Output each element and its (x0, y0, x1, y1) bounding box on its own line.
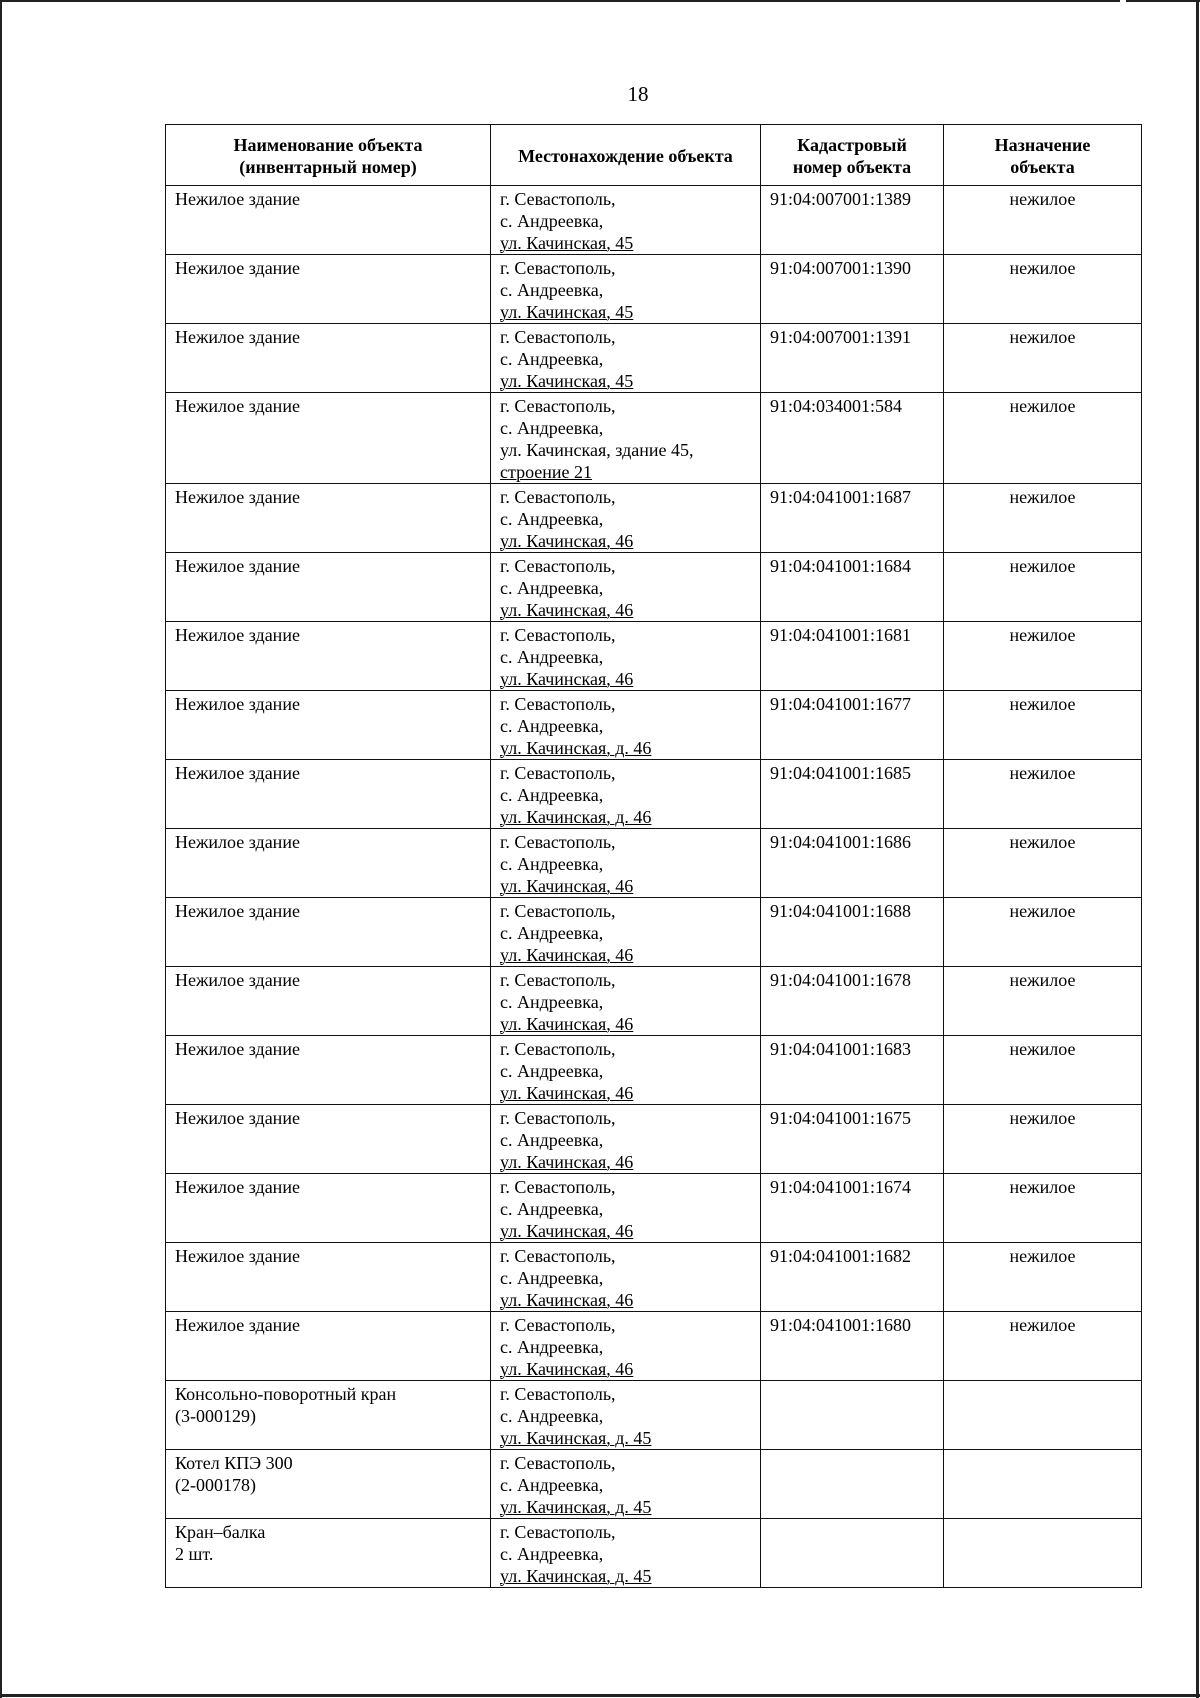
address-line: г. Севастополь, (500, 327, 616, 347)
object-location-cell (491, 760, 761, 829)
table-row (166, 1450, 1142, 1519)
object-location-cell (491, 1174, 761, 1243)
object-name-line: (2-000178) (175, 1475, 256, 1495)
address-line: ул. Качинская, 46 (500, 600, 634, 620)
object-name-line: Нежилое здание (175, 1315, 300, 1335)
object-name-cell (166, 1105, 491, 1174)
address-line: г. Севастополь, (500, 1522, 616, 1542)
address-line: с. Андреевка, (500, 785, 604, 805)
address-line: с. Андреевка, (500, 1061, 604, 1081)
object-name-cell (166, 1381, 491, 1450)
table-row (166, 1174, 1142, 1243)
address-line: ул. Качинская, д. 45 (500, 1566, 652, 1586)
purpose-cell: нежилое (944, 760, 1142, 829)
object-name-cell (166, 393, 491, 484)
purpose-cell: нежилое (944, 324, 1142, 393)
header-cadastral (761, 125, 944, 186)
purpose-cell (944, 1519, 1142, 1588)
table-row (166, 553, 1142, 622)
object-name-line: Нежилое здание (175, 763, 300, 783)
cadastral-number-cell: 91:04:007001:1390 (761, 255, 944, 324)
object-location-cell (491, 1036, 761, 1105)
object-location-cell (491, 393, 761, 484)
address-line: ул. Качинская, 46 (500, 945, 634, 965)
scan-frame-bottom (0, 1694, 1200, 1697)
object-location-cell (491, 898, 761, 967)
cadastral-number-cell: 91:04:041001:1688 (761, 898, 944, 967)
address-line: г. Севастополь, (500, 1315, 616, 1335)
object-name-line: Нежилое здание (175, 1246, 300, 1266)
address-line: г. Севастополь, (500, 1039, 616, 1059)
object-location-cell (491, 1243, 761, 1312)
address-line: с. Андреевка, (500, 1268, 604, 1288)
object-location-cell (491, 1312, 761, 1381)
address-line: с. Андреевка, (500, 647, 604, 667)
object-location-cell (491, 622, 761, 691)
object-name-line: Нежилое здание (175, 1039, 300, 1059)
cadastral-number-cell (761, 1381, 944, 1450)
header-object-name (166, 125, 491, 186)
object-name-cell (166, 898, 491, 967)
table-row (166, 760, 1142, 829)
table-row (166, 898, 1142, 967)
table-row (166, 691, 1142, 760)
cadastral-number-cell: 91:04:041001:1674 (761, 1174, 944, 1243)
object-name-line: Нежилое здание (175, 189, 300, 209)
purpose-cell: нежилое (944, 255, 1142, 324)
object-name-cell (166, 760, 491, 829)
purpose-cell: нежилое (944, 1243, 1142, 1312)
purpose-cell: нежилое (944, 186, 1142, 255)
object-name-line: 2 шт. (175, 1544, 214, 1564)
purpose-cell: нежилое (944, 484, 1142, 553)
object-name-cell (166, 1174, 491, 1243)
purpose-cell: нежилое (944, 691, 1142, 760)
table-row (166, 393, 1142, 484)
address-line: ул. Качинская, 46 (500, 1290, 634, 1310)
address-line: с. Андреевка, (500, 578, 604, 598)
address-line: ул. Качинская, 46 (500, 1221, 634, 1241)
table-row (166, 967, 1142, 1036)
object-name-cell (166, 324, 491, 393)
cadastral-number-cell (761, 1519, 944, 1588)
object-name-line: Нежилое здание (175, 1108, 300, 1128)
address-line: с. Андреевка, (500, 1199, 604, 1219)
object-location-cell (491, 967, 761, 1036)
address-line: с. Андреевка, (500, 992, 604, 1012)
address-line: ул. Качинская, д. 46 (500, 738, 652, 758)
address-line: г. Севастополь, (500, 1108, 616, 1128)
address-line: ул. Качинская, 46 (500, 1014, 634, 1034)
address-line: ул. Качинская, 46 (500, 1359, 634, 1379)
object-name-cell (166, 691, 491, 760)
object-location-cell (491, 186, 761, 255)
table-header-row (166, 125, 1142, 186)
header-object-name-line-2: (инвентарный номер) (239, 157, 417, 177)
object-location-cell (491, 691, 761, 760)
address-line: ул. Качинская, 46 (500, 669, 634, 689)
address-line: ул. Качинская, 46 (500, 531, 634, 551)
scan-frame-right (1196, 0, 1199, 1698)
table-row (166, 1243, 1142, 1312)
cadastral-number-cell: 91:04:041001:1675 (761, 1105, 944, 1174)
object-name-line: Нежилое здание (175, 258, 300, 278)
purpose-cell: нежилое (944, 1105, 1142, 1174)
address-line: г. Севастополь, (500, 1177, 616, 1197)
purpose-cell: нежилое (944, 1174, 1142, 1243)
table-row (166, 324, 1142, 393)
address-line: г. Севастополь, (500, 189, 616, 209)
object-location-cell (491, 1519, 761, 1588)
address-line: г. Севастополь, (500, 625, 616, 645)
address-line: г. Севастополь, (500, 396, 616, 416)
address-line: с. Андреевка, (500, 854, 604, 874)
cadastral-number-cell: 91:04:034001:584 (761, 393, 944, 484)
table-row (166, 1381, 1142, 1450)
address-line: с. Андреевка, (500, 509, 604, 529)
table-row (166, 622, 1142, 691)
cadastral-number-cell: 91:04:041001:1685 (761, 760, 944, 829)
object-location-cell (491, 324, 761, 393)
table-row (166, 484, 1142, 553)
cadastral-number-cell: 91:04:007001:1389 (761, 186, 944, 255)
address-line: с. Андреевка, (500, 1406, 604, 1426)
object-name-line: Нежилое здание (175, 396, 300, 416)
table-row (166, 829, 1142, 898)
object-name-cell (166, 255, 491, 324)
address-line: ул. Качинская, 46 (500, 1152, 634, 1172)
object-name-line: Нежилое здание (175, 970, 300, 990)
address-line: г. Севастополь, (500, 487, 616, 507)
address-line: г. Севастополь, (500, 258, 616, 278)
address-line: с. Андреевка, (500, 923, 604, 943)
scan-frame-top-right (1126, 0, 1200, 2)
cadastral-number-cell: 91:04:041001:1686 (761, 829, 944, 898)
cadastral-number-cell: 91:04:007001:1391 (761, 324, 944, 393)
address-line: г. Севастополь, (500, 556, 616, 576)
address-line: с. Андреевка, (500, 418, 604, 438)
cadastral-number-cell: 91:04:041001:1683 (761, 1036, 944, 1105)
object-name-line: Котел КПЭ 300 (175, 1453, 293, 1473)
object-name-cell (166, 1036, 491, 1105)
object-name-line: Нежилое здание (175, 327, 300, 347)
address-line: с. Андреевка, (500, 1475, 604, 1495)
cadastral-number-cell: 91:04:041001:1681 (761, 622, 944, 691)
address-line: с. Андреевка, (500, 716, 604, 736)
object-name-line: Нежилое здание (175, 556, 300, 576)
address-line: ул. Качинская, д. 46 (500, 807, 652, 827)
header-purpose (944, 125, 1142, 186)
address-line: с. Андреевка, (500, 211, 604, 231)
scan-frame-left (0, 0, 2, 1698)
address-line: строение 21 (500, 462, 593, 482)
address-line: г. Севастополь, (500, 1384, 616, 1404)
header-object-name-line-1: Наименование объекта (233, 135, 423, 155)
address-line: ул. Качинская, здание 45, (500, 440, 694, 460)
object-name-line: Нежилое здание (175, 694, 300, 714)
header-cadastral-line-1: Кадастровый (797, 135, 907, 155)
address-line: г. Севастополь, (500, 1246, 616, 1266)
object-name-line: Нежилое здание (175, 832, 300, 852)
address-line: г. Севастополь, (500, 763, 616, 783)
purpose-cell (944, 1381, 1142, 1450)
address-line: г. Севастополь, (500, 694, 616, 714)
object-name-cell (166, 967, 491, 1036)
purpose-cell: нежилое (944, 393, 1142, 484)
table-row (166, 1105, 1142, 1174)
object-name-cell (166, 1312, 491, 1381)
object-name-line: Нежилое здание (175, 901, 300, 921)
purpose-cell: нежилое (944, 1036, 1142, 1105)
address-line: ул. Качинская, 46 (500, 1083, 634, 1103)
cadastral-number-cell: 91:04:041001:1677 (761, 691, 944, 760)
address-line: с. Андреевка, (500, 349, 604, 369)
property-register-table (165, 124, 1142, 1588)
cadastral-number-cell: 91:04:041001:1682 (761, 1243, 944, 1312)
header-location: Местонахождение объекта (491, 125, 761, 186)
address-line: ул. Качинская, 45 (500, 302, 634, 322)
purpose-cell: нежилое (944, 1312, 1142, 1381)
object-name-cell (166, 186, 491, 255)
object-name-cell (166, 1450, 491, 1519)
object-name-cell (166, 1519, 491, 1588)
cadastral-number-cell (761, 1450, 944, 1519)
page-number: 18 (627, 82, 649, 106)
header-purpose-line-2: объекта (1010, 157, 1075, 177)
table-row (166, 255, 1142, 324)
address-line: ул. Качинская, д. 45 (500, 1428, 652, 1448)
object-name-line: Кран–балка (175, 1522, 266, 1542)
purpose-cell: нежилое (944, 553, 1142, 622)
address-line: с. Андреевка, (500, 1544, 604, 1564)
cadastral-number-cell: 91:04:041001:1684 (761, 553, 944, 622)
address-line: ул. Качинская, 45 (500, 371, 634, 391)
object-name-line: Консольно-поворотный кран (175, 1384, 397, 1404)
object-name-cell (166, 484, 491, 553)
address-line: ул. Качинская, 46 (500, 876, 634, 896)
table-row (166, 186, 1142, 255)
object-name-cell (166, 829, 491, 898)
purpose-cell: нежилое (944, 622, 1142, 691)
address-line: г. Севастополь, (500, 901, 616, 921)
object-location-cell (491, 553, 761, 622)
object-location-cell (491, 255, 761, 324)
address-line: г. Севастополь, (500, 1453, 616, 1473)
object-name-line: Нежилое здание (175, 1177, 300, 1197)
scan-frame-top (0, 0, 1120, 2)
object-location-cell (491, 829, 761, 898)
address-line: с. Андреевка, (500, 1337, 604, 1357)
header-purpose-line-1: Назначение (994, 135, 1091, 155)
purpose-cell: нежилое (944, 898, 1142, 967)
object-name-line: Нежилое здание (175, 625, 300, 645)
object-location-cell (491, 484, 761, 553)
cadastral-number-cell: 91:04:041001:1687 (761, 484, 944, 553)
address-line: г. Севастополь, (500, 970, 616, 990)
purpose-cell: нежилое (944, 967, 1142, 1036)
object-location-cell (491, 1381, 761, 1450)
table-row (166, 1312, 1142, 1381)
object-name-cell (166, 1243, 491, 1312)
object-location-cell (491, 1450, 761, 1519)
object-name-line: (3-000129) (175, 1406, 256, 1426)
object-name-line: Нежилое здание (175, 487, 300, 507)
address-line: с. Андреевка, (500, 280, 604, 300)
table-row (166, 1036, 1142, 1105)
header-cadastral-line-2: номер объекта (792, 157, 912, 177)
address-line: с. Андреевка, (500, 1130, 604, 1150)
address-line: ул. Качинская, д. 45 (500, 1497, 652, 1517)
table-row (166, 1519, 1142, 1588)
object-name-cell (166, 553, 491, 622)
address-line: ул. Качинская, 45 (500, 233, 634, 253)
cadastral-number-cell: 91:04:041001:1680 (761, 1312, 944, 1381)
purpose-cell: нежилое (944, 829, 1142, 898)
object-location-cell (491, 1105, 761, 1174)
table-body (166, 186, 1142, 1588)
cadastral-number-cell: 91:04:041001:1678 (761, 967, 944, 1036)
address-line: г. Севастополь, (500, 832, 616, 852)
object-name-cell (166, 622, 491, 691)
purpose-cell (944, 1450, 1142, 1519)
